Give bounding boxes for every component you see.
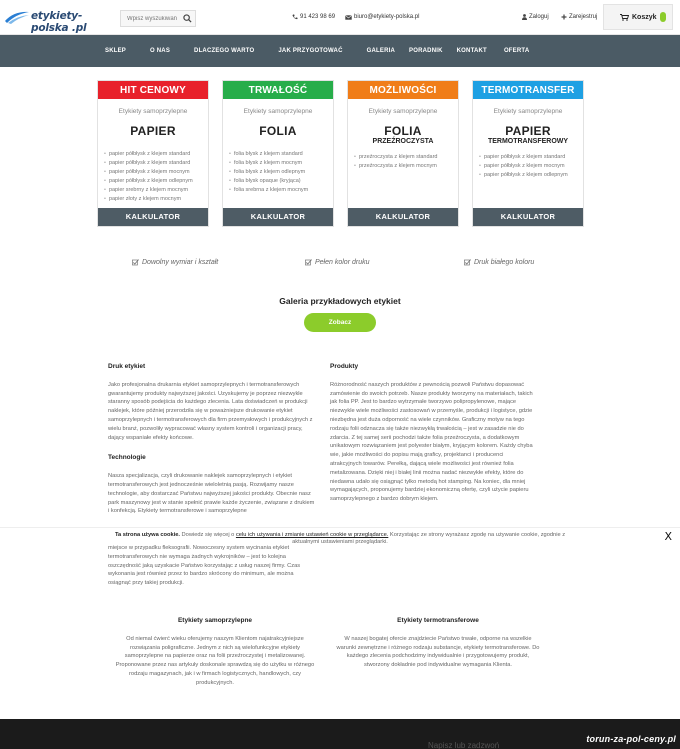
list-item: • papier srebrny z klejem mocnym [104,186,208,195]
checkbox-icon [305,259,312,266]
content-left [108,363,316,528]
card-head: MOŻLIWOŚCI [348,81,458,99]
cookie-bold: Ta strona używa cookie. [114,532,180,538]
search-box [120,10,196,27]
section-text: W naszej bogatej ofercie znajdziecie Państwo trwałe, odporne na wszelkie warunki zewnętrzne i różnego rodzaju substancje, etykiety termotransferowe. Do każdego zlecenia podchodzimy indywidualnie i przygotowujemy produkt, stworzony dokładnie pod indywidualne wymagania Klienta. [336,635,540,669]
list-item: • papier złoty z klejem mocnym [104,195,208,204]
section-text: Nasza specjalizacja, czyli drukowanie naklejek samoprzylepnych i etykiet termotransferowych jest jednocześnie wieloletnią pasją. Rozwijamy nasze technologie, aby dostarczać Państwu najwyższej jakości produkty. Obecnie nasz park maszynowy jest w stanie spełnić prawie każde życzenie, związane z drukiem i konfekcją. Etykiety termotransferowe i samoprzylepne [108,473,315,515]
section-text: Od niemal ćwierć wieku oferujemy naszym Klientom najatrakcyjniejsze rozwiązania poligraficzne. Jednym z nich są wielofunkcyjne etykiety samoprzylepne na papierze oraz na folii przeźroczystej i metalizowanej. Proponowane przez nas artykuły doskonale sprawdzą się do użytku w różnego rodzaju magazynach, jak i w firmach logistycznych, handlowych, czy produkcyjnych. [115,635,315,686]
list-item: • folia błysk z klejem mocnym [229,159,333,168]
card-title: FOLIA [384,124,422,138]
card-head: TERMOTRANSFER [473,81,583,99]
card-title: PAPIER [505,124,551,138]
register-link[interactable] [561,14,597,20]
section-text: Różnorodność naszych produktów z pewnością pozwoli Państwu dopasować zamówienie do swoich potrzeb. Nasze produkty tworzymy na materiałach, takich jak folia PP. Jest to bardzo wytrzymałe tworzywo polipropylenowe, mające niezwykle wiele możliwości zastosowań w przemyśle, produkcji i logistyce, gdzie niezbędna jest duża odporność na wiele czynników. Graficzny motyw na tego rodzaju folii odznacza się także niezwykłą trwałością – jest w zasadzie nie do zdarcia. Z tej samej serii pochodzi także folia przeźroczysta, a dodatkowym unikatowym rozwiązaniem jest polyester białym, kryjącym kolorem. Każdy chyba wie, jakie możliwości do popisu mają graficy, projektanci i producenci atrakcyjnych towarów. Perełką, dającą wiele możliwości jest również folia metalizowana. Dzięki niej i białej linii można nadać niezwykłe efekty, które do niedawna udało się osiągnąć tylko metodą hot stamping. Na koniec, dla mniej wymagających, proponujemy bardziej ekonomiczną ofertę, czyli użycie papieru samoprzylepnego z bardzo dobrym klejem. [330,381,533,503]
cart-count-badge [660,12,666,22]
calculator-button[interactable]: KALKULATOR [348,208,458,226]
section-heading: Technologie [108,454,146,462]
watermark: torun-za-pol-ceny.pl [586,734,676,744]
card-sub: Etykiety samoprzylepne [243,108,313,115]
feature-item [305,259,369,266]
cart-icon [620,14,629,21]
footer [0,719,680,749]
cookie-message [0,532,680,545]
logo[interactable] [4,8,112,34]
card-termotransfer[interactable] [472,80,584,227]
user-icon [522,14,527,20]
list-item: • folia błysk z klejem standard [229,150,333,159]
top-header [0,0,680,35]
list-item: • papier półbłysk z klejem standard [104,159,208,168]
card-features [348,153,458,171]
list-item: • papier półbłysk z klejem mocnym [479,162,583,171]
card-subtitle: PRZEŹROCZYSTA [372,138,434,145]
content-right [330,363,534,516]
section-heading: Druk etykiet [108,363,146,370]
search-icon[interactable] [183,14,192,23]
card-head: TRWAŁOŚĆ [223,81,333,99]
cookie-link[interactable]: celu ich używania i zmianie ustawień cookie w przeglądarce. [235,532,389,538]
logo-swoosh-icon [4,10,30,24]
calculator-button[interactable]: KALKULATOR [223,208,333,226]
card-features [223,150,333,195]
envelope-icon [345,15,352,20]
calculator-button[interactable]: KALKULATOR [473,208,583,226]
section-heading: Etykiety samoprzylepne [177,617,253,624]
phone-number: 91 423 98 69 [300,14,336,20]
feature-label: Druk białego koloru [474,259,535,266]
close-icon[interactable]: X [664,530,672,543]
cart-label: Koszyk [632,13,657,21]
section-heading: Etykiety termotransferowe [397,617,479,624]
card-papier[interactable] [97,80,209,227]
list-item: • papier półbłysk z klejem standard [104,150,208,159]
section-text: miejsce w przypadku fleksografii. Nowoczesny system wycinania etykiet termotransferowych nie wymaga żadnych wykrojników – jest to kolejna oszczędność jaką uzyskacie Państwo korzystając z usług naszej firmy. Czas wykonania jest również przez to bardzo skrócony do minimum, ale można osiągnąć przy takiej produkcji. [108,545,301,587]
email-address: biuro@etykiety-polska.pl [354,14,420,20]
list-item: • folia srebrna z klejem mocnym [229,186,333,195]
feature-label: Pełen kolor druku [315,259,370,266]
cookie-bar [0,527,680,597]
card-features [473,153,583,180]
register-label: Zarejestruj [569,14,598,20]
card-head: HIT CENOWY [98,81,208,99]
nav-poradnik[interactable]: PORADNIK [409,48,443,54]
product-cards [97,80,584,227]
gallery-button[interactable]: Zobacz [304,313,376,332]
feature-item [132,259,218,266]
gallery-title: Galeria przykładowych etykiet [279,296,401,306]
cookie-text2: Korzystając ze strony wyrażasz zgodę na używanie cookie, zgodnie z aktualnymi ustawieniami przeglądarki. [292,532,566,545]
card-subtitle: TERMOTRANSFEROWY [487,138,569,145]
cart-button[interactable] [603,4,673,30]
card-sub: Etykiety samoprzylepne [493,108,563,115]
content-left-continued [108,544,316,600]
nav-jak-przygotowac[interactable]: JAK PRZYGOTOWAĆ [278,48,343,54]
login-link[interactable] [522,14,549,20]
nav-kontakt[interactable]: KONTAKT [456,48,487,54]
bottom-left [112,617,318,700]
feature-item [464,259,534,266]
card-sub: Etykiety samoprzylepne [118,108,188,115]
login-label: Zaloguj [529,14,549,20]
card-folia-przezroczysta[interactable] [347,80,459,227]
list-item: • papier półbłysk z klejem standard [479,153,583,162]
cookie-text1: Dowiedz się więcej o [181,532,235,538]
list-item: • papier półbłysk z klejem mocnym [104,168,208,177]
plus-icon [561,14,567,20]
nav-dlaczego-warto[interactable]: DLACZEGO WARTO [194,48,255,54]
main-nav [0,35,680,67]
section-heading: Produkty [330,363,359,370]
email[interactable] [345,14,419,20]
nav-oferta[interactable]: OFERTA [503,48,530,54]
phone-icon [292,14,298,20]
footer-contact-text: Napisz lub zadzwoń [428,741,500,749]
list-item: • przeźroczysta z klejem standard [354,153,458,162]
checkbox-icon [132,259,139,266]
list-item: • folia błysk z klejem odlepnym [229,168,333,177]
nav-o-nas[interactable]: O NAS [150,48,171,54]
logo-text: etykiety-polska .pl [31,10,87,34]
calculator-button[interactable]: KALKULATOR [98,208,208,226]
checkbox-icon [464,259,471,266]
phone[interactable] [292,14,335,20]
card-sub: Etykiety samoprzylepne [368,108,438,115]
list-item: • papier półbłysk z klejem odlepnym [104,177,208,186]
card-title: PAPIER [130,124,176,138]
section-text: Jako profesjonalna drukarnia etykiet samoprzylepnych i termotransferowych gwarantujemy produkty najwyższej jakości. Uzyskujemy je poprzez niezwykle staranny sposób podejścia do każdego zlecenia. Lata doświadczeń w produkcji naklejek, które później przerodziła się w poważniejsze drukowanie etykiet samoprzylepnych i termotransferowych dla firm przemysłowych i produkcyjnych z wielu branż, pozwoliły wypracować własny system kontroli i organizacji pracy, dający wspaniałe efekty końcowe. [108,381,313,441]
card-features [98,150,208,204]
list-item: • przeźroczysta z klejem mocnym [354,162,458,171]
list-item: • folia błysk opaque (kryjąca) [229,177,333,186]
feature-label: Dowolny wymiar i kształt [142,259,219,266]
nav-sklep[interactable]: SKLEP [105,48,127,54]
bottom-right [334,617,542,682]
card-title: FOLIA [259,124,297,138]
nav-galeria[interactable]: GALERIA [366,48,396,54]
list-item: • papier półbłysk z klejem odlepnym [479,171,583,180]
search-input[interactable] [121,11,181,26]
card-folia[interactable] [222,80,334,227]
